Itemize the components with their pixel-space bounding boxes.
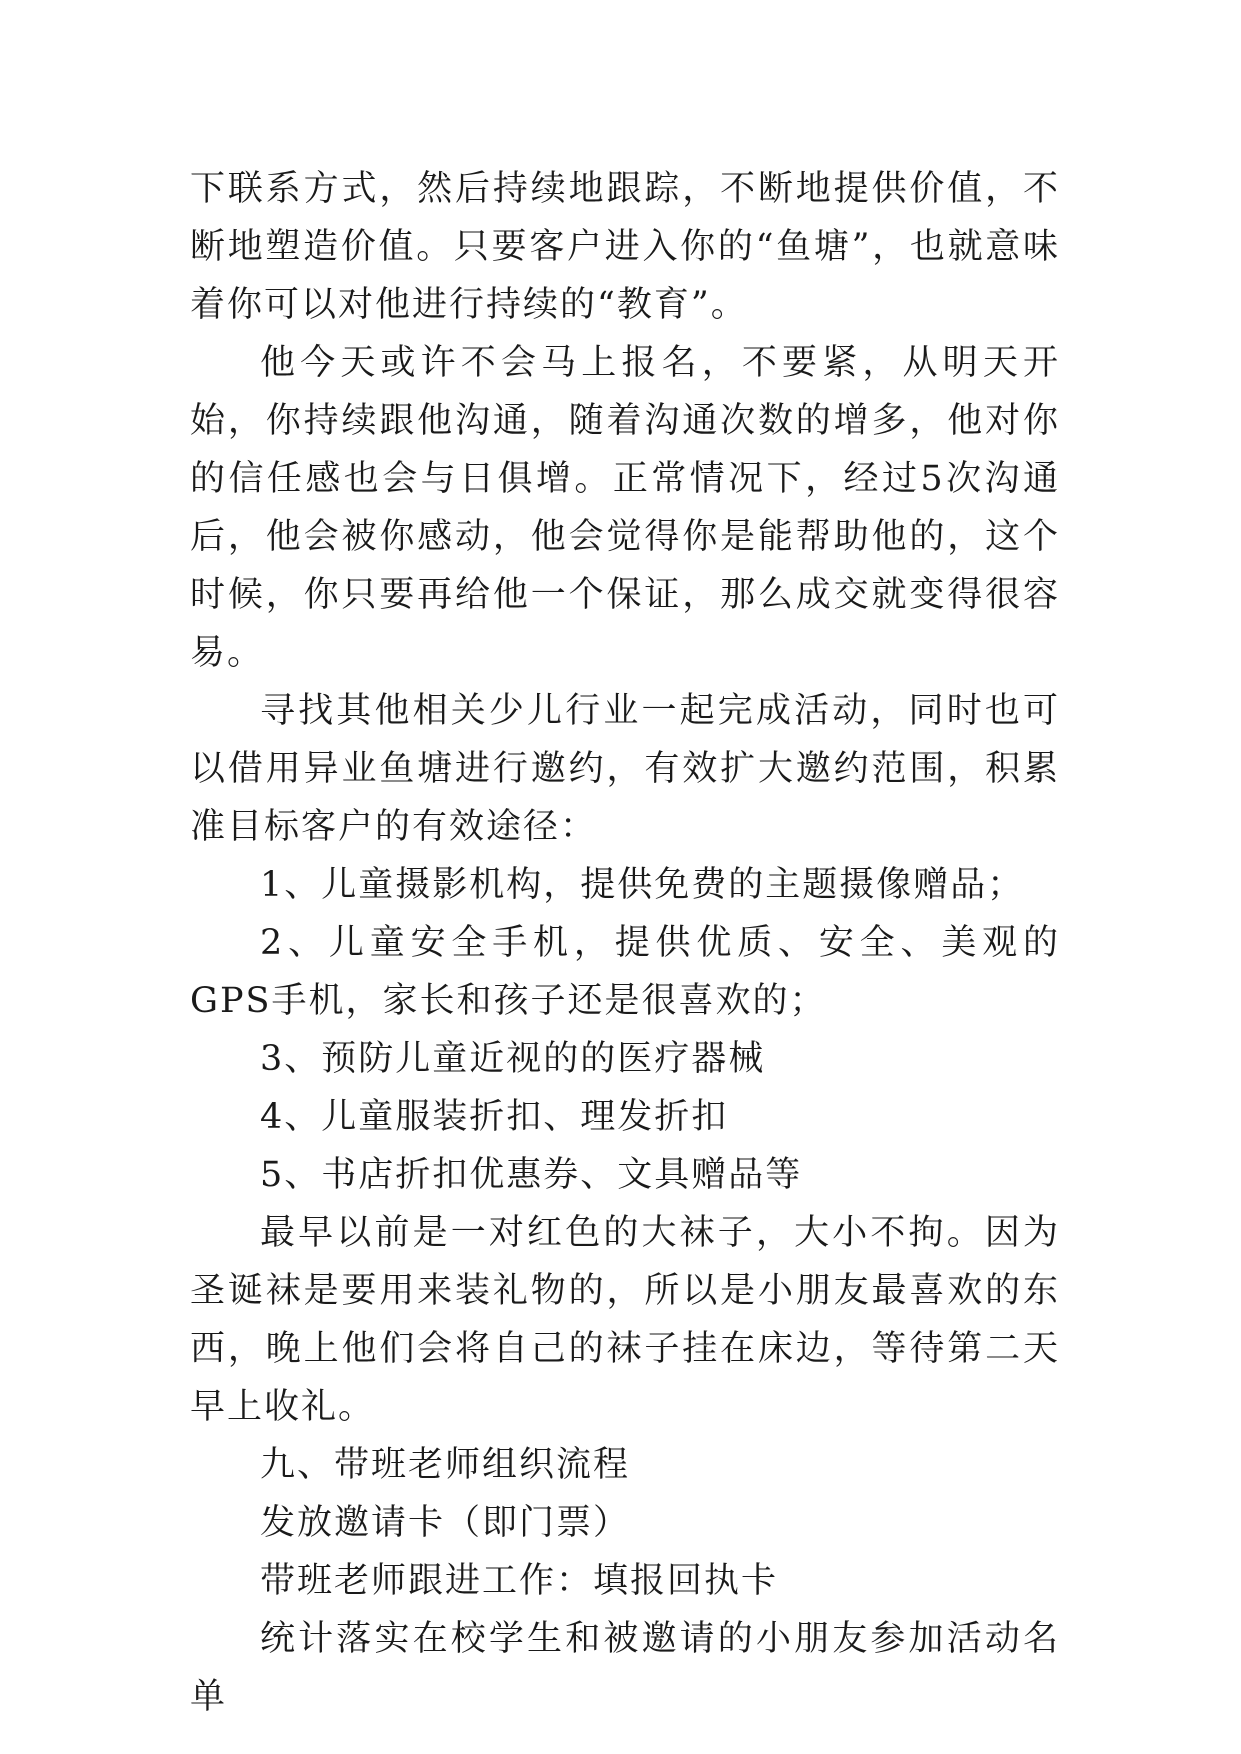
process-step: 带班老师跟进工作：填报回执卡 xyxy=(260,1561,779,1601)
list-item: 5、书店折扣优惠券、文具赠品等 xyxy=(260,1155,803,1195)
list-item: 2、儿童安全手机，提供优质、安全、美观的GPS手机，家长和孩子还是很喜欢的； xyxy=(190,923,1060,1021)
process-step: 发放邀请卡（即门票） xyxy=(260,1503,631,1543)
document-body xyxy=(190,160,1060,1726)
section-heading: 九、带班老师组织流程 xyxy=(260,1445,631,1485)
paragraph-christmas-stocking: 最早以前是一对红色的大袜子，大小不拘。因为圣诞袜是要用来装礼物的，所以是小朋友最喜欢的东西，晚上他们会将自己的袜子挂在床边，等待第二天早上收礼。 xyxy=(190,1213,1060,1427)
paragraph-follow-up: 他今天或许不会马上报名，不要紧，从明天开始，你持续跟他沟通，随着沟通次数的增多，他对你的信任感也会与日俱增。正常情况下，经过5次沟通后，他会被你感动，他会觉得你是能帮助他的，这个时候，你只要再给他一个保证，那么成交就变得很容易。 xyxy=(190,343,1060,673)
list-item: 4、儿童服装折扣、理发折扣 xyxy=(260,1097,729,1137)
paragraph-continuation: 下联系方式，然后持续地跟踪，不断地提供价值，不断地塑造价值。只要客户进入你的“鱼塘”，也就意味着你可以对他进行持续的“教育”。 xyxy=(190,169,1060,325)
process-step: 统计落实在校学生和被邀请的小朋友参加活动名单 xyxy=(190,1619,1060,1717)
list-item: 3、预防儿童近视的的医疗器械 xyxy=(260,1039,766,1079)
list-item: 1、儿童摄影机构，提供免费的主题摄像赠品； xyxy=(260,865,1025,905)
paragraph-partner-channels: 寻找其他相关少儿行业一起完成活动，同时也可以借用异业鱼塘进行邀约，有效扩大邀约范围，积累准目标客户的有效途径： xyxy=(190,691,1060,847)
